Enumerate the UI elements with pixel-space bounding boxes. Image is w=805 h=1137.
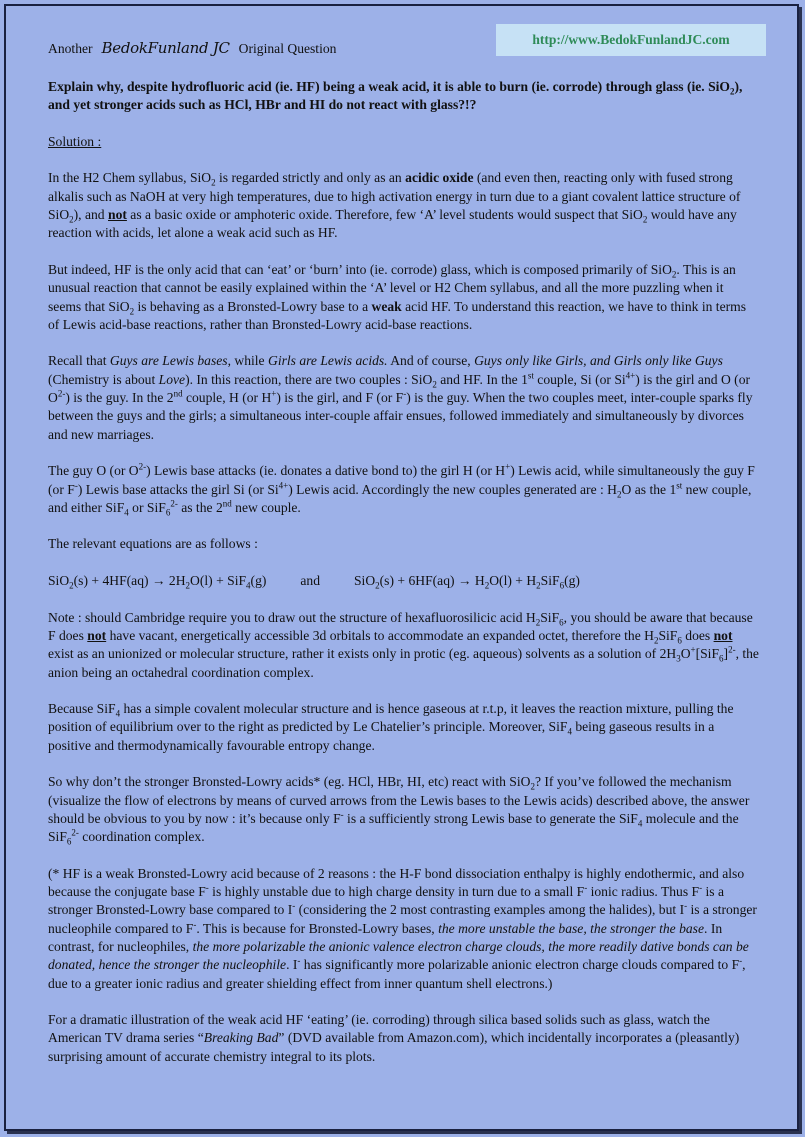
header-title [48, 39, 336, 58]
equations: $SiO_2(s) + 4HF(aq) \to 2H_2O(l) + SiF_4(g)$ and $SiO_2(s) + 6HF(aq) \to H_2O(l) + H_2SiF_6(g)$ [48, 573, 580, 591]
website-url[interactable]: http://www.BedokFunlandJC.com [532, 31, 730, 47]
paragraph: Because SiF$_4$ has a simple covalent molecular structure and is hence gaseous at r.t.p, it leaves the reaction mixture, pulling the position of equilibrium over to the right as predicted by Le Chatelier’s principle. Moreover, SiF$_4$ being gaseous results in a positive and thermodynamically favourable entropy change. [48, 701, 734, 753]
paragraph: The relevant equations are as follows : [48, 536, 258, 552]
url-box[interactable] [496, 24, 766, 56]
paragraph: The guy O (or $O^{2-}$) Lewis base attacks (ie. donates a dative bond to) the girl H (or H+) Lewis acid, while simultaneously the guy F (or F-) Lewis base attacks the girl Si (or $Si^{4+}$) Lewis acid. Accordingly the new couples generated are : $H_2O$ as the 1st new couple, and either SiF$_4$ or SiF$_6^{2-}$ as the 2nd new couple. [48, 461, 755, 518]
paragraph: So why don’t the stronger Bronsted-Lowry acids* (eg. HCl, HBr, HI, etc) react with SiO$_2$? If you’ve followed the mechanism (visualize the flow of electrons by means of curved arrows from the Lewis bases to the Lewis acids) described above, the answer should be obvious to you by now : it’s because only F- is a sufficiently strong Lewis base to generate the SiF$_4$ molecule and the SiF$_6^{2-}$ coordination complex. [48, 774, 750, 847]
header-prefix: Another [48, 41, 93, 56]
question: Explain why, despite hydrofluoric acid (ie. HF) being a weak acid, it is able to burn (ie. corrode) through glass (ie. SiO$_2$), and yet stronger acids such as HCl, HBr and HI do not react with glass?!? [48, 79, 743, 113]
paragraph: In the H2 Chem syllabus, SiO$_2$ is regarded strictly and only as an acidic oxide (and even then, reacting only with fused strong alkalis such as NaOH at very high temperatures, due to high activation energy in turn due to a giant covalent lattice structure of SiO$_2$), and not as a basic oxide or amphoteric oxide. Therefore, few ‘A’ level students would suspect that SiO$_2$ would have any reaction with acids, let alone a weak acid such as HF. [48, 170, 741, 241]
paragraph: Note : should Cambridge require you to draw out the structure of hexafluorosilicic acid $H_2SiF_6$, you should be aware that because F does not have vacant, energetically accessible 3d orbitals to accommodate an expanded octet, therefore the $H_2SiF_6$ does not exist as an unionized or molecular structure, rather it exists only in protic (eg. aqueous) solvents as a solution of $2H_3O^+[SiF_6]^{2-}$, the anion being an octahedral coordination complex. [48, 609, 759, 680]
document-body [48, 31, 760, 1084]
header [48, 31, 760, 62]
paragraph: For a dramatic illustration of the weak acid HF ‘eating’ (ie. corroding) through silica based solids such as glass, watch the American TV drama series “Breaking Bad” (DVD available from Amazon.com), which incidentally incorporates a (pleasantly) surprising amount of accurate chemistry integral to its plots. [48, 1012, 740, 1064]
solution-label: Solution : [48, 133, 102, 149]
school-logo-text: BedokFunland JC [101, 39, 230, 57]
paragraph: (* HF is a weak Bronsted-Lowry acid because of 2 reasons : the H-F bond dissociation enthalpy is highly endothermic, and also because the conjugate base F- is highly unstable due to high charge density in turn due to a small F- ionic radius. Thus F- is a stronger Bronsted-Lowry base compared to I- (considering the 2 most contrasting examples among the halides), but I- is a stronger nucleophile compared to F-. This is because for Bronsted-Lowry bases, the more unstable the base, the stronger the base. In contrast, for nucleophiles, the more polarizable the anionic valence electron charge clouds, the more readily dative bonds can be donated, hence the stronger the nucleophile. I- has significantly more polarizable anionic electron charge clouds compared to F-, due to a greater ionic radius and greater shielding effect from inner quantum shell electrons.) [48, 865, 757, 991]
page-frame [4, 4, 799, 1131]
header-suffix: Original Question [238, 41, 337, 56]
paragraph: Recall that Guys are Lewis bases, while Girls are Lewis acids. And of course, Guys only like Girls, and Girls only like Guys (Chemistry is about Love). In this reaction, there are two couples : SiO$_2$ and HF. In the 1st couple, Si (or $Si^{4+}$) is the girl and O (or $O^{2-}$) is the guy. In the 2nd couple, H (or H+) is the girl, and F (or F-) is the guy. When the two couples meet, inter-couple sparks fly between the guys and the girls; a simultaneous inter-couple affair ensues, followed immediately and simultaneously by divorces and new marriages. [48, 353, 753, 442]
paragraph: But indeed, HF is the only acid that can ‘eat’ or ‘burn’ into (ie. corrode) glass, which is composed primarily of SiO$_2$. This is an unusual reaction that cannot be easily explained within the ‘A’ level or H2 Chem syllabus, and all the more puzzling when it seems that SiO$_2$ is behaving as a Bronsted-Lowry base to a weak acid HF. To understand this reaction, we have to think in terms of Lewis acid-base reactions, rather than Bronsted-Lowry acid-base reactions. [48, 261, 747, 332]
